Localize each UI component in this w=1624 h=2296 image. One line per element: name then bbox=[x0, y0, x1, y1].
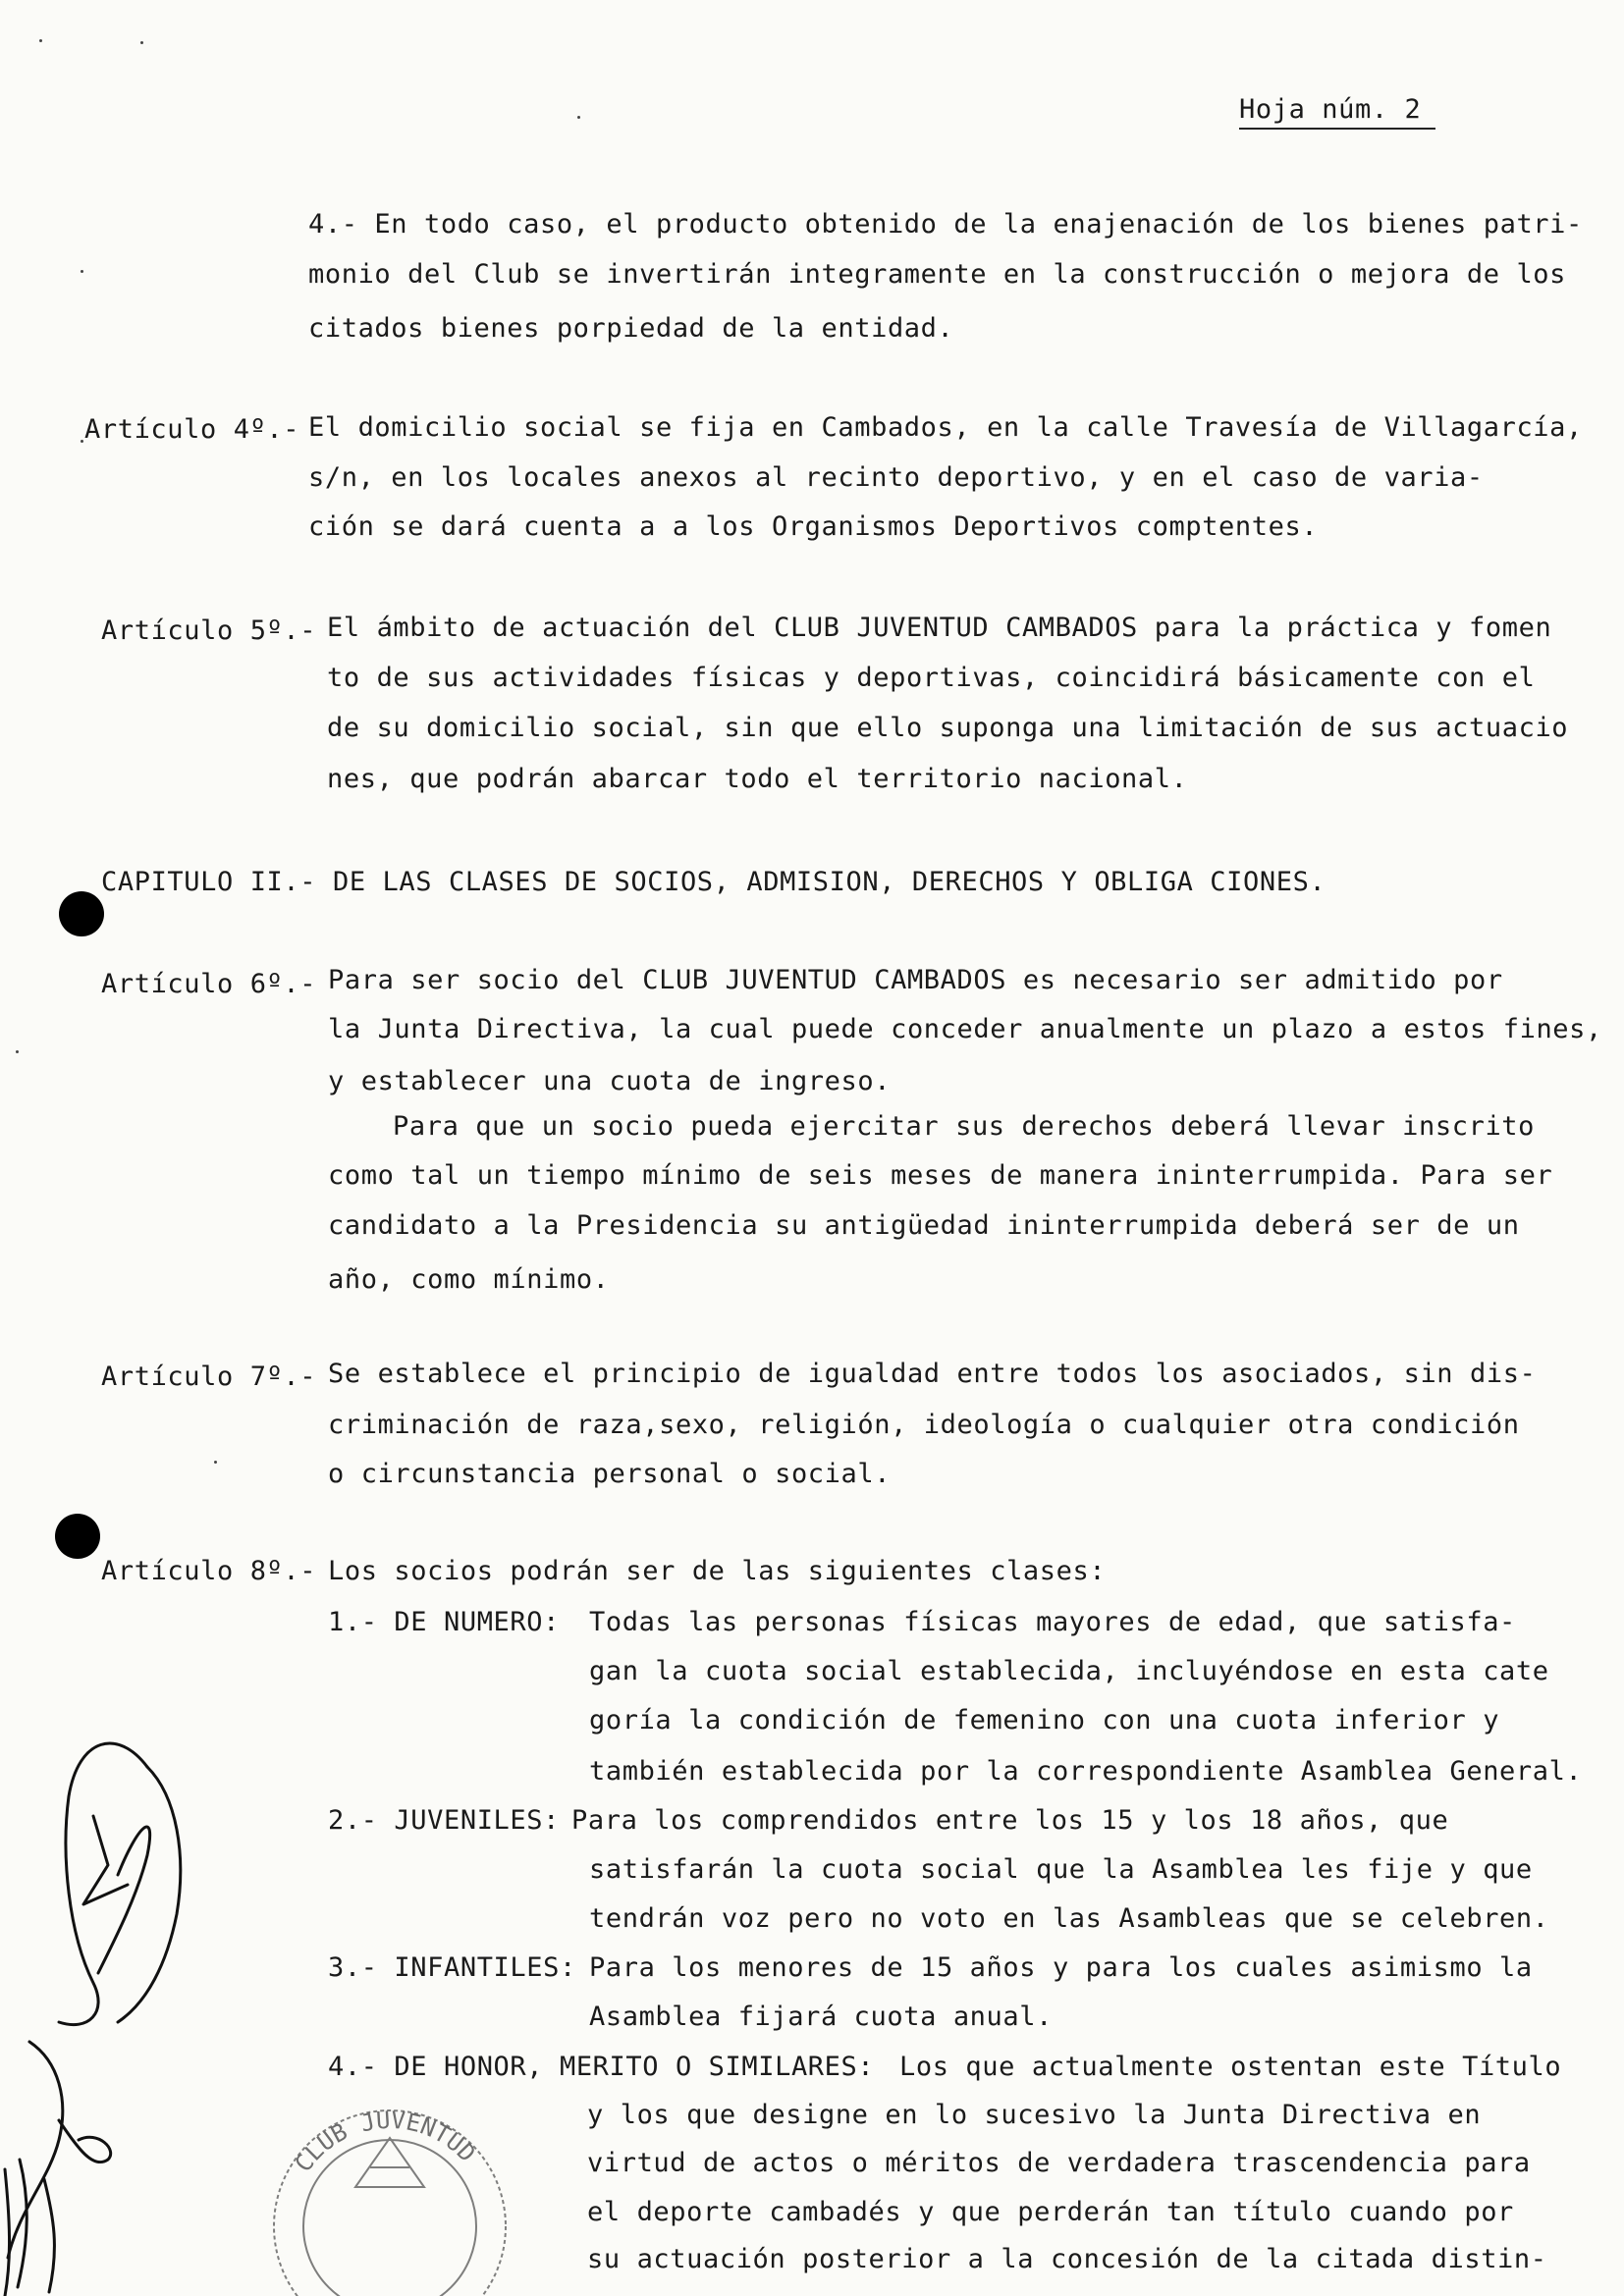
art8-item-1-line-1: Todas las personas físicas mayores de edad, que satisfa- bbox=[589, 1607, 1516, 1637]
art8-item-1-line-3: goría la condición de femenino con una cuota inferior y bbox=[589, 1705, 1500, 1735]
signature-icon bbox=[0, 1708, 187, 2296]
scan-speck bbox=[81, 440, 83, 443]
art6-line-4: Para que un socio pueda ejercitar sus derechos deberá llevar inscrito bbox=[393, 1111, 1536, 1142]
art6-line-1: Para ser socio del CLUB JUVENTUD CAMBADOS es necesario ser admitido por bbox=[328, 965, 1503, 995]
art8-item-1-line-2: gan la cuota social establecida, incluyéndose en esta cate bbox=[589, 1656, 1549, 1686]
stamp-text: CLUB JUVENTUD bbox=[289, 2106, 481, 2177]
art6-line-2: la Junta Directiva, la cual puede conceder anualmente un plazo a estos fines, bbox=[328, 1014, 1602, 1044]
art8-item-2-line-1: Para los comprendidos entre los 15 y los 18 años, que bbox=[571, 1805, 1449, 1836]
art7-label: Artículo 7º.- bbox=[101, 1362, 317, 1392]
art8-item-2-line-2: satisfarán la cuota social que la Asamblea les fije y que bbox=[589, 1854, 1533, 1885]
art6-line-3: y establecer una cuota de ingreso. bbox=[328, 1066, 892, 1096]
punch-hole-top bbox=[59, 891, 104, 936]
art7-line-1: Se establece el principio de igualdad entre todos los asociados, sin dis- bbox=[328, 1359, 1537, 1389]
art8-item-4-line-4: el deporte cambadés y que perderán tan título cuando por bbox=[587, 2197, 1514, 2227]
art7-line-3: o circunstancia personal o social. bbox=[328, 1459, 892, 1489]
art6-line-7: año, como mínimo. bbox=[328, 1264, 610, 1295]
art4-label: Artículo 4º.- bbox=[84, 414, 300, 445]
punch-hole-bottom bbox=[55, 1514, 100, 1559]
art5-line-1: El ámbito de actuación del CLUB JUVENTUD CAMBADOS para la práctica y fomen bbox=[327, 613, 1552, 643]
sheet-number-underline bbox=[1239, 128, 1435, 130]
art8-item-4-line-1: Los que actualmente ostentan este Título bbox=[899, 2052, 1562, 2082]
art5-line-4: nes, que podrán abarcar todo el territorio nacional. bbox=[327, 764, 1188, 794]
p4-line-1: 4.- En todo caso, el producto obtenido de la enajenación de los bienes patri- bbox=[308, 209, 1583, 240]
art6-line-6: candidato a la Presidencia su antigüedad ininterrumpida deberá ser de un bbox=[328, 1210, 1520, 1241]
art8-item-3-label: 3.- INFANTILES: bbox=[328, 1952, 576, 1983]
art8-label: Artículo 8º.- bbox=[101, 1556, 317, 1586]
art8-item-4-line-5: su actuación posterior a la concesión de la citada distin- bbox=[587, 2244, 1547, 2274]
art8-intro: Los socios podrán ser de las siguientes clases: bbox=[328, 1556, 1107, 1586]
scan-speck bbox=[140, 41, 143, 44]
art7-line-2: criminación de raza,sexo, religión, ideología o cualquier otra condición bbox=[328, 1410, 1520, 1440]
scan-speck bbox=[81, 270, 83, 273]
art5-line-2: to de sus actividades físicas y deportivas, coincidirá básicamente con el bbox=[327, 663, 1536, 693]
sheet-number: Hoja núm. 2 bbox=[1239, 94, 1422, 125]
art5-line-3: de su domicilio social, sin que ello suponga una limitación de sus actuacio bbox=[327, 713, 1569, 743]
art4-line-1: El domicilio social se fija en Cambados, en la calle Travesía de Villagarcía, bbox=[308, 412, 1583, 443]
art8-item-3-line-1: Para los menores de 15 años y para los cuales asimismo la bbox=[589, 1952, 1533, 1983]
art4-line-2: s/n, en los locales anexos al recinto deportivo, y en el caso de varia- bbox=[308, 462, 1484, 493]
art4-line-3: ción se dará cuenta a a los Organismos Deportivos comptentes. bbox=[308, 511, 1319, 542]
art8-item-4-line-2: y los que designe en lo sucesivo la Junta Directiva en bbox=[587, 2100, 1482, 2130]
art8-item-4-line-3: virtud de actos o méritos de verdadera trascendencia para bbox=[587, 2148, 1531, 2178]
art8-item-4-label: 4.- DE HONOR, MERITO O SIMILARES: bbox=[328, 2052, 875, 2082]
scan-speck bbox=[214, 1461, 217, 1464]
art8-item-1-label: 1.- DE NUMERO: bbox=[328, 1607, 560, 1637]
scan-speck bbox=[16, 1050, 19, 1053]
art8-item-2-label: 2.- JUVENILES: bbox=[328, 1805, 560, 1836]
art6-line-5: como tal un tiempo mínimo de seis meses de manera ininterrumpida. Para ser bbox=[328, 1160, 1553, 1191]
art5-label: Artículo 5º.- bbox=[101, 615, 317, 646]
p4-line-3: citados bienes porpiedad de la entidad. bbox=[308, 313, 954, 344]
art8-item-1-line-4: también establecida por la correspondiente Asamblea General. bbox=[589, 1756, 1583, 1787]
art6-label: Artículo 6º.- bbox=[101, 969, 317, 999]
scan-speck bbox=[577, 116, 580, 119]
art8-item-2-line-3: tendrán voz pero no voto en las Asambleas que se celebren. bbox=[589, 1903, 1549, 1934]
chapter-2-heading: CAPITULO II.- DE LAS CLASES DE SOCIOS, ADMISION, DERECHOS Y OBLIGA CIONES. bbox=[101, 867, 1326, 897]
club-stamp-icon bbox=[267, 2079, 513, 2296]
art8-item-3-line-2: Asamblea fijará cuota anual. bbox=[589, 2002, 1053, 2032]
p4-line-2: monio del Club se invertirán integramente en la construcción o mejora de los bbox=[308, 259, 1567, 290]
scan-speck bbox=[39, 39, 42, 42]
